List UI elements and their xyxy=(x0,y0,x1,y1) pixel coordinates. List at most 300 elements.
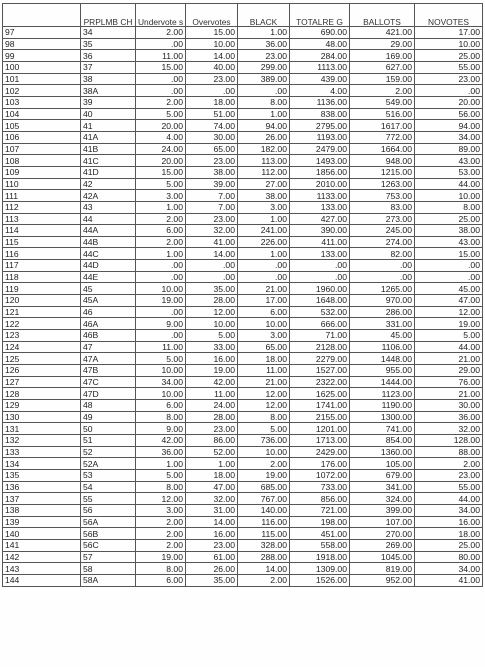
table-row xyxy=(3,434,483,446)
overvotes-header: Overvotes xyxy=(186,4,238,27)
overvotes-cell: .00 xyxy=(186,271,238,283)
ballots-cell: 274.00 xyxy=(350,236,415,248)
totalreg-cell: 1918.00 xyxy=(290,551,350,563)
overvotes-cell: 23.00 xyxy=(186,73,238,85)
black-cell: 21.00 xyxy=(238,376,290,388)
row-index-cell: 117 xyxy=(3,260,81,272)
totalreg-cell: 856.00 xyxy=(290,493,350,505)
row-index-cell: 100 xyxy=(3,61,81,73)
overvotes-cell: 18.00 xyxy=(186,469,238,481)
overvotes-cell: 15.00 xyxy=(186,27,238,39)
prplmb-ch-cell: 41A xyxy=(81,131,136,143)
overvotes-cell: 19.00 xyxy=(186,365,238,377)
novotes-cell: 45.00 xyxy=(415,283,483,295)
row-index-cell: 139 xyxy=(3,516,81,528)
ballots-cell: 516.00 xyxy=(350,108,415,120)
overvotes-cell: 16.00 xyxy=(186,528,238,540)
row-index-cell: 127 xyxy=(3,376,81,388)
undervotes-cell: 2.00 xyxy=(136,236,186,248)
overvotes-cell: 86.00 xyxy=(186,434,238,446)
novotes-cell: 76.00 xyxy=(415,376,483,388)
overvotes-cell: 28.00 xyxy=(186,411,238,423)
novotes-cell: 44.00 xyxy=(415,493,483,505)
prplmb-ch-cell: 44C xyxy=(81,248,136,260)
table-row xyxy=(3,388,483,400)
novotes-cell: 20.00 xyxy=(415,96,483,108)
row-index-cell: 144 xyxy=(3,574,81,586)
novotes-cell: 25.00 xyxy=(415,213,483,225)
table-row xyxy=(3,225,483,237)
novotes-cell: 89.00 xyxy=(415,143,483,155)
ballots-cell: 970.00 xyxy=(350,295,415,307)
row-index-cell: 102 xyxy=(3,85,81,97)
novotes-cell: 36.00 xyxy=(415,411,483,423)
black-cell: 328.00 xyxy=(238,539,290,551)
novotes-cell: 88.00 xyxy=(415,446,483,458)
prplmb-ch-header: PRPLMB CH xyxy=(81,4,136,27)
ballots-cell: 269.00 xyxy=(350,539,415,551)
prplmb-ch-cell: 54 xyxy=(81,481,136,493)
undervotes-cell: 34.00 xyxy=(136,376,186,388)
prplmb-ch-cell: 46B xyxy=(81,330,136,342)
black-cell: 1.00 xyxy=(238,248,290,260)
prplmb-ch-cell: 52A xyxy=(81,458,136,470)
novotes-cell: 44.00 xyxy=(415,178,483,190)
totalreg-cell: 390.00 xyxy=(290,225,350,237)
novotes-cell: .00 xyxy=(415,271,483,283)
row-index-cell: 141 xyxy=(3,539,81,551)
undervotes-cell: .00 xyxy=(136,330,186,342)
black-cell: 5.00 xyxy=(238,423,290,435)
totalreg-cell: 690.00 xyxy=(290,27,350,39)
prplmb-ch-cell: 56B xyxy=(81,528,136,540)
totalreg-cell: 1713.00 xyxy=(290,434,350,446)
totalreg-cell: 2128.00 xyxy=(290,341,350,353)
undervotes-cell: 3.00 xyxy=(136,504,186,516)
novotes-cell: 12.00 xyxy=(415,306,483,318)
undervotes-header: Undervote s xyxy=(136,4,186,27)
prplmb-ch-cell: 38 xyxy=(81,73,136,85)
row-index-cell: 120 xyxy=(3,295,81,307)
black-cell: 140.00 xyxy=(238,504,290,516)
overvotes-cell: 10.00 xyxy=(186,38,238,50)
row-index-cell: 98 xyxy=(3,38,81,50)
prplmb-ch-cell: 41B xyxy=(81,143,136,155)
prplmb-ch-cell: 44E xyxy=(81,271,136,283)
totalreg-cell: 439.00 xyxy=(290,73,350,85)
novotes-cell: 10.00 xyxy=(415,38,483,50)
black-cell: 112.00 xyxy=(238,166,290,178)
row-index-cell: 129 xyxy=(3,400,81,412)
table-row xyxy=(3,283,483,295)
novotes-cell: 34.00 xyxy=(415,504,483,516)
table-row xyxy=(3,73,483,85)
table-row xyxy=(3,528,483,540)
totalreg-cell: 666.00 xyxy=(290,318,350,330)
ballots-cell: 549.00 xyxy=(350,96,415,108)
ballots-cell: 819.00 xyxy=(350,563,415,575)
overvotes-cell: 38.00 xyxy=(186,166,238,178)
table-row xyxy=(3,27,483,39)
overvotes-cell: 1.00 xyxy=(186,458,238,470)
table-row xyxy=(3,574,483,586)
table-row xyxy=(3,563,483,575)
undervotes-cell: 2.00 xyxy=(136,27,186,39)
prplmb-ch-cell: 41C xyxy=(81,155,136,167)
black-cell: .00 xyxy=(238,260,290,272)
overvotes-cell: 31.00 xyxy=(186,504,238,516)
row-index-cell: 122 xyxy=(3,318,81,330)
novotes-cell: 15.00 xyxy=(415,248,483,260)
row-index-header xyxy=(3,4,81,27)
prplmb-ch-cell: 58 xyxy=(81,563,136,575)
totalreg-cell: 2795.00 xyxy=(290,120,350,132)
black-cell: 23.00 xyxy=(238,50,290,62)
black-cell: 113.00 xyxy=(238,155,290,167)
table-row xyxy=(3,295,483,307)
black-cell: .00 xyxy=(238,271,290,283)
overvotes-cell: 30.00 xyxy=(186,131,238,143)
prplmb-ch-cell: 41D xyxy=(81,166,136,178)
black-cell: 2.00 xyxy=(238,458,290,470)
row-index-cell: 103 xyxy=(3,96,81,108)
prplmb-ch-cell: 41 xyxy=(81,120,136,132)
totalreg-cell: 838.00 xyxy=(290,108,350,120)
overvotes-cell: 23.00 xyxy=(186,155,238,167)
ballots-cell: 1617.00 xyxy=(350,120,415,132)
novotes-cell: 43.00 xyxy=(415,236,483,248)
novotes-cell: 23.00 xyxy=(415,469,483,481)
novotes-cell: 19.00 xyxy=(415,318,483,330)
black-cell: 8.00 xyxy=(238,96,290,108)
row-index-cell: 107 xyxy=(3,143,81,155)
novotes-cell: 34.00 xyxy=(415,131,483,143)
totalreg-cell: 2010.00 xyxy=(290,178,350,190)
ballots-cell: 1448.00 xyxy=(350,353,415,365)
ballots-cell: 1360.00 xyxy=(350,446,415,458)
ballots-cell: .00 xyxy=(350,271,415,283)
black-cell: 8.00 xyxy=(238,411,290,423)
table-row xyxy=(3,341,483,353)
undervotes-cell: 42.00 xyxy=(136,434,186,446)
undervotes-cell: 10.00 xyxy=(136,283,186,295)
black-cell: 1.00 xyxy=(238,108,290,120)
prplmb-ch-cell: 43 xyxy=(81,201,136,213)
table-row xyxy=(3,411,483,423)
prplmb-ch-cell: 39 xyxy=(81,96,136,108)
overvotes-cell: 26.00 xyxy=(186,563,238,575)
row-index-cell: 142 xyxy=(3,551,81,563)
totalreg-cell: 733.00 xyxy=(290,481,350,493)
novotes-cell: 16.00 xyxy=(415,516,483,528)
table-row xyxy=(3,318,483,330)
undervotes-cell: 2.00 xyxy=(136,213,186,225)
novotes-cell: 23.00 xyxy=(415,73,483,85)
overvotes-cell: 35.00 xyxy=(186,283,238,295)
undervotes-cell: 11.00 xyxy=(136,50,186,62)
table-row xyxy=(3,353,483,365)
totalreg-cell: 1960.00 xyxy=(290,283,350,295)
undervotes-cell: 3.00 xyxy=(136,190,186,202)
prplmb-ch-cell: 50 xyxy=(81,423,136,435)
prplmb-ch-cell: 53 xyxy=(81,469,136,481)
table-row xyxy=(3,190,483,202)
table-row xyxy=(3,50,483,62)
precinct-results-table xyxy=(2,3,483,587)
overvotes-cell: 7.00 xyxy=(186,201,238,213)
black-cell: 226.00 xyxy=(238,236,290,248)
row-index-cell: 138 xyxy=(3,504,81,516)
novotes-cell: 94.00 xyxy=(415,120,483,132)
totalreg-cell: 1201.00 xyxy=(290,423,350,435)
totalreg-cell: 427.00 xyxy=(290,213,350,225)
undervotes-cell: 5.00 xyxy=(136,469,186,481)
table-row xyxy=(3,178,483,190)
ballots-cell: 1190.00 xyxy=(350,400,415,412)
row-index-cell: 135 xyxy=(3,469,81,481)
undervotes-cell: 8.00 xyxy=(136,481,186,493)
row-index-cell: 119 xyxy=(3,283,81,295)
undervotes-cell: 5.00 xyxy=(136,108,186,120)
totalreg-header: TOTALRE G xyxy=(290,4,350,27)
row-index-cell: 126 xyxy=(3,365,81,377)
undervotes-cell: 6.00 xyxy=(136,225,186,237)
ballots-cell: 1265.00 xyxy=(350,283,415,295)
row-index-cell: 136 xyxy=(3,481,81,493)
table-row xyxy=(3,143,483,155)
undervotes-cell: 4.00 xyxy=(136,131,186,143)
table-row xyxy=(3,376,483,388)
table-row xyxy=(3,306,483,318)
undervotes-cell: .00 xyxy=(136,38,186,50)
undervotes-cell: 6.00 xyxy=(136,574,186,586)
black-cell: 3.00 xyxy=(238,201,290,213)
ballots-cell: 1045.00 xyxy=(350,551,415,563)
undervotes-cell: 2.00 xyxy=(136,96,186,108)
overvotes-cell: 18.00 xyxy=(186,96,238,108)
totalreg-cell: 2279.00 xyxy=(290,353,350,365)
novotes-cell: .00 xyxy=(415,85,483,97)
novotes-cell: 29.00 xyxy=(415,365,483,377)
black-cell: 685.00 xyxy=(238,481,290,493)
undervotes-cell: 19.00 xyxy=(136,295,186,307)
ballots-cell: 854.00 xyxy=(350,434,415,446)
overvotes-cell: .00 xyxy=(186,85,238,97)
black-cell: 736.00 xyxy=(238,434,290,446)
table-row xyxy=(3,458,483,470)
totalreg-cell: 48.00 xyxy=(290,38,350,50)
ballots-cell: 245.00 xyxy=(350,225,415,237)
table-row xyxy=(3,166,483,178)
totalreg-cell: 1741.00 xyxy=(290,400,350,412)
ballots-cell: 952.00 xyxy=(350,574,415,586)
overvotes-cell: 10.00 xyxy=(186,318,238,330)
undervotes-cell: 20.00 xyxy=(136,155,186,167)
novotes-cell: 43.00 xyxy=(415,155,483,167)
overvotes-cell: 24.00 xyxy=(186,400,238,412)
totalreg-cell: 2155.00 xyxy=(290,411,350,423)
row-index-cell: 109 xyxy=(3,166,81,178)
undervotes-cell: 20.00 xyxy=(136,120,186,132)
ballots-cell: 741.00 xyxy=(350,423,415,435)
totalreg-cell: 284.00 xyxy=(290,50,350,62)
overvotes-cell: 14.00 xyxy=(186,50,238,62)
row-index-cell: 128 xyxy=(3,388,81,400)
novotes-cell: 80.00 xyxy=(415,551,483,563)
undervotes-cell: .00 xyxy=(136,260,186,272)
totalreg-cell: 558.00 xyxy=(290,539,350,551)
prplmb-ch-cell: 36 xyxy=(81,50,136,62)
totalreg-cell: 71.00 xyxy=(290,330,350,342)
prplmb-ch-cell: 47C xyxy=(81,376,136,388)
black-cell: 18.00 xyxy=(238,353,290,365)
table-row xyxy=(3,446,483,458)
black-cell: 36.00 xyxy=(238,38,290,50)
novotes-cell: 41.00 xyxy=(415,574,483,586)
table-row xyxy=(3,213,483,225)
table-row xyxy=(3,271,483,283)
undervotes-cell: 2.00 xyxy=(136,539,186,551)
table-row xyxy=(3,423,483,435)
ballots-cell: 45.00 xyxy=(350,330,415,342)
overvotes-cell: 28.00 xyxy=(186,295,238,307)
prplmb-ch-cell: 56 xyxy=(81,504,136,516)
ballots-cell: 270.00 xyxy=(350,528,415,540)
row-index-cell: 134 xyxy=(3,458,81,470)
table-row xyxy=(3,131,483,143)
ballots-cell: 955.00 xyxy=(350,365,415,377)
table-row xyxy=(3,96,483,108)
prplmb-ch-cell: 38A xyxy=(81,85,136,97)
black-cell: 17.00 xyxy=(238,295,290,307)
ballots-header: BALLOTS xyxy=(350,4,415,27)
table-row xyxy=(3,260,483,272)
overvotes-cell: 16.00 xyxy=(186,353,238,365)
novotes-cell: 25.00 xyxy=(415,50,483,62)
novotes-cell: 34.00 xyxy=(415,563,483,575)
novotes-cell: 5.00 xyxy=(415,330,483,342)
totalreg-cell: 198.00 xyxy=(290,516,350,528)
undervotes-cell: 15.00 xyxy=(136,166,186,178)
totalreg-cell: 1493.00 xyxy=(290,155,350,167)
black-cell: 6.00 xyxy=(238,306,290,318)
totalreg-cell: 451.00 xyxy=(290,528,350,540)
prplmb-ch-cell: 47D xyxy=(81,388,136,400)
overvotes-cell: 23.00 xyxy=(186,423,238,435)
black-cell: 12.00 xyxy=(238,400,290,412)
overvotes-cell: 42.00 xyxy=(186,376,238,388)
totalreg-cell: 1133.00 xyxy=(290,190,350,202)
totalreg-cell: .00 xyxy=(290,260,350,272)
table-body xyxy=(3,27,483,587)
table-row xyxy=(3,85,483,97)
table-row xyxy=(3,539,483,551)
totalreg-cell: 4.00 xyxy=(290,85,350,97)
undervotes-cell: 15.00 xyxy=(136,61,186,73)
undervotes-cell: 24.00 xyxy=(136,143,186,155)
novotes-cell: 55.00 xyxy=(415,481,483,493)
ballots-cell: 107.00 xyxy=(350,516,415,528)
prplmb-ch-cell: 49 xyxy=(81,411,136,423)
black-cell: 94.00 xyxy=(238,120,290,132)
undervotes-cell: 1.00 xyxy=(136,248,186,260)
prplmb-ch-cell: 42A xyxy=(81,190,136,202)
prplmb-ch-cell: 48 xyxy=(81,400,136,412)
row-index-cell: 106 xyxy=(3,131,81,143)
undervotes-cell: 2.00 xyxy=(136,528,186,540)
ballots-cell: 1300.00 xyxy=(350,411,415,423)
row-index-cell: 121 xyxy=(3,306,81,318)
novotes-cell: 44.00 xyxy=(415,341,483,353)
prplmb-ch-cell: 44D xyxy=(81,260,136,272)
totalreg-cell: 1527.00 xyxy=(290,365,350,377)
ballots-cell: 1106.00 xyxy=(350,341,415,353)
totalreg-cell: 2429.00 xyxy=(290,446,350,458)
undervotes-cell: .00 xyxy=(136,85,186,97)
row-index-cell: 97 xyxy=(3,27,81,39)
black-cell: .00 xyxy=(238,85,290,97)
black-header: BLACK xyxy=(238,4,290,27)
row-index-cell: 130 xyxy=(3,411,81,423)
novotes-cell: 128.00 xyxy=(415,434,483,446)
ballots-cell: 948.00 xyxy=(350,155,415,167)
ballots-cell: 399.00 xyxy=(350,504,415,516)
prplmb-ch-cell: 57 xyxy=(81,551,136,563)
ballots-cell: 1123.00 xyxy=(350,388,415,400)
overvotes-cell: 23.00 xyxy=(186,539,238,551)
ballots-cell: 331.00 xyxy=(350,318,415,330)
novotes-cell: 21.00 xyxy=(415,353,483,365)
ballots-cell: 1263.00 xyxy=(350,178,415,190)
prplmb-ch-cell: 46A xyxy=(81,318,136,330)
table-row xyxy=(3,236,483,248)
black-cell: 26.00 xyxy=(238,131,290,143)
ballots-cell: .00 xyxy=(350,260,415,272)
row-index-cell: 111 xyxy=(3,190,81,202)
prplmb-ch-cell: 44B xyxy=(81,236,136,248)
ballots-cell: 1664.00 xyxy=(350,143,415,155)
undervotes-cell: 8.00 xyxy=(136,563,186,575)
black-cell: 182.00 xyxy=(238,143,290,155)
table-row xyxy=(3,504,483,516)
ballots-cell: 1444.00 xyxy=(350,376,415,388)
black-cell: 288.00 xyxy=(238,551,290,563)
novotes-cell: 10.00 xyxy=(415,190,483,202)
ballots-cell: 627.00 xyxy=(350,61,415,73)
prplmb-ch-cell: 44 xyxy=(81,213,136,225)
undervotes-cell: 36.00 xyxy=(136,446,186,458)
totalreg-cell: 721.00 xyxy=(290,504,350,516)
prplmb-ch-cell: 44A xyxy=(81,225,136,237)
prplmb-ch-cell: 51 xyxy=(81,434,136,446)
overvotes-cell: 11.00 xyxy=(186,388,238,400)
novotes-cell: 18.00 xyxy=(415,528,483,540)
black-cell: 767.00 xyxy=(238,493,290,505)
totalreg-cell: 1856.00 xyxy=(290,166,350,178)
prplmb-ch-cell: 45A xyxy=(81,295,136,307)
overvotes-cell: 41.00 xyxy=(186,236,238,248)
undervotes-cell: 9.00 xyxy=(136,318,186,330)
prplmb-ch-cell: 55 xyxy=(81,493,136,505)
ballots-cell: 421.00 xyxy=(350,27,415,39)
black-cell: 2.00 xyxy=(238,574,290,586)
novotes-cell: 25.00 xyxy=(415,539,483,551)
black-cell: 21.00 xyxy=(238,283,290,295)
row-index-cell: 132 xyxy=(3,434,81,446)
black-cell: 12.00 xyxy=(238,388,290,400)
row-index-cell: 125 xyxy=(3,353,81,365)
totalreg-cell: 1113.00 xyxy=(290,61,350,73)
